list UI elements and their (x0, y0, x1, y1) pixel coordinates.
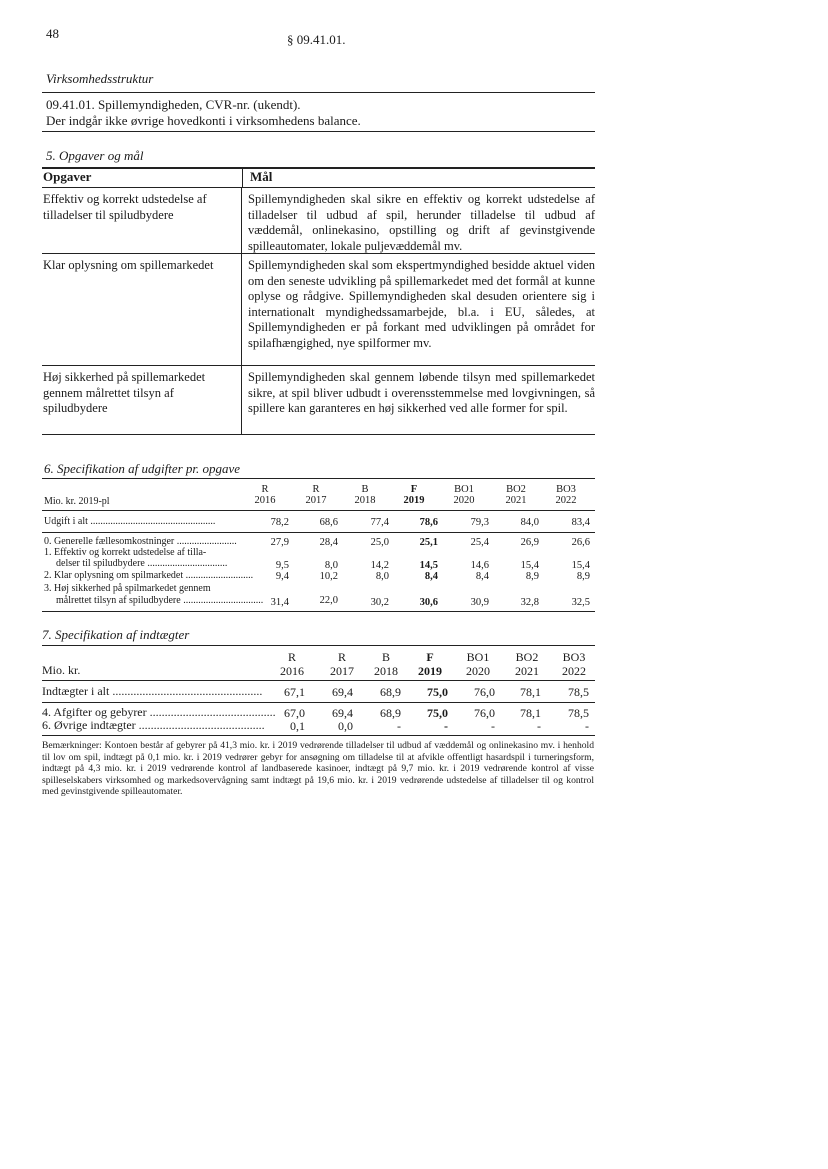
total-value: 76,0 (474, 685, 495, 699)
cell-value: - (444, 719, 448, 733)
row-label: 6. Øvrige indtægter .......................................... (42, 718, 265, 732)
table-row (42, 366, 595, 435)
col-header: R 2017 (330, 650, 354, 678)
cell-value: 8,9 (525, 571, 539, 582)
udgifter-heading: 6. Specifikation af udgifter pr. opgave (44, 461, 241, 476)
opgaver-table-header (42, 169, 595, 188)
cell-value: - (585, 719, 589, 733)
rule (42, 645, 595, 646)
row-label: 4. Afgifter og gebyrer .......................................... (42, 705, 276, 719)
cell-value: 9,5 (275, 560, 289, 571)
cell-value: 31,4 (270, 597, 289, 608)
total-row-label: Indtægter i alt .................................................. (42, 684, 263, 698)
section-reference: § 09.41.01. (287, 32, 346, 47)
cell-value: 8,9 (576, 571, 590, 582)
col-header: R 2016 (280, 650, 304, 678)
opgaver-table (42, 169, 595, 435)
rule (42, 735, 595, 736)
cell-value: - (397, 719, 401, 733)
cell-value: 25,0 (370, 537, 389, 548)
cell-value: - (537, 719, 541, 733)
col-header: BO3 2022 (562, 650, 586, 678)
virksomhed-line-1: 09.41.01. Spillemyndigheden, CVR-nr. (ukendt). (46, 97, 301, 112)
virksomhedsstruktur-heading: Virksomhedsstruktur (46, 71, 154, 86)
total-value: 78,1 (520, 685, 541, 699)
opgave-cell: Høj sikkerhed på spillemarkedet gennem målrettet tilsyn af spiludbydere (43, 370, 206, 415)
cell-value: 14,6 (470, 560, 489, 571)
total-value: 79,3 (470, 517, 489, 528)
cell-value: 26,9 (520, 537, 539, 548)
col-header: R 2016 (254, 484, 276, 506)
virksomhed-line-2: Der indgår ikke øvrige hovedkonti i virksomhedens balance. (46, 113, 361, 128)
rule (42, 532, 595, 533)
opgave-cell: Effektiv og korrekt udstedelse af tilladelser til spiludbydere (43, 192, 207, 222)
col-header: F 2019 (418, 650, 442, 678)
maal-cell: Spillemyndigheden skal gennem løbende tilsyn med spillemarkedet sikre, at spil bliver udbudt i overensstemmelse med lovgivningen, så spillere kan garanteres en høj sikkerhed ved alle former for spil. (241, 366, 595, 434)
col-header: BO3 2022 (555, 484, 577, 506)
total-row-label: Udgift i alt .................................................. (44, 516, 216, 527)
cell-value: 15,4 (520, 560, 539, 571)
row-label-cont: delser til spiludbydere ................................ (56, 558, 228, 569)
maal-cell: Spillemyndigheden skal sikre en effektiv og korrekt udstedelse af tilladelser til udbud af spil, herunder tilladelse til udbud af væddemål, onlinekasino, opstilling og drift af gevinstgivende spilleautomater, lokale puljevæddemål mv. (241, 188, 595, 253)
cell-value: 76,0 (474, 706, 495, 720)
total-value: 78,5 (568, 685, 589, 699)
cell-value: 30,2 (370, 597, 389, 608)
rule (42, 510, 595, 511)
bemaerkninger-note: Bemærkninger: Kontoen består af gebyrer på 41,3 mio. kr. i 2019 vedrørende tilladelser til udbud af væddemål og onlinekasino mv. i henhold til lov om spil, indtægt på 0,1 mio. kr. i 2019 vedrører gebyr for ansøgning om tilladelse til at afvikle offentligt hasardspil i turneringsform, indtægt på 4,3 mio. kr. i 2019 vedrørende kontrol af landbaserede kasinoer, indtægt på 9,7 mio. kr. i 2019 vedrørende kontrol af visse spilleselskabers virksomhed og markedsovervågning samt indtægt på 19,6 mio. kr. i 2019 vedrørende udstedelse af tilladelser til og kontrol med gevinstgivende spilleautomater. (42, 740, 594, 797)
row-label: 1. Effektiv og korrekt udstedelse af tilla- (44, 547, 207, 558)
opgave-cell: Klar oplysning om spillemarkedet (43, 258, 214, 272)
opgaver-heading: 5. Opgaver og mål (46, 148, 144, 163)
cell-value: 8,0 (324, 560, 338, 571)
cell-value: 68,9 (380, 706, 401, 720)
cell-value: 9,4 (275, 571, 289, 582)
col-header: R 2017 (305, 484, 327, 506)
cell-value: 27,9 (270, 537, 289, 548)
rule (42, 680, 595, 681)
total-value: 68,9 (380, 685, 401, 699)
col-header: B 2018 (374, 650, 398, 678)
total-value: 78,6 (419, 517, 438, 528)
indtaegter-heading: 7. Specifikation af indtægter (42, 627, 190, 642)
table-row (42, 254, 595, 366)
cell-value: 75,0 (427, 706, 448, 720)
rule (42, 702, 595, 703)
cell-value: 30,9 (470, 597, 489, 608)
row-label: 3. Høj sikkerhed på spilmarkedet gennem (44, 583, 211, 594)
cell-value: 32,5 (571, 597, 590, 608)
row-label-cont: målrettet tilsyn af spiludbydere ................................ (56, 595, 264, 606)
cell-value: 26,6 (571, 537, 590, 548)
cell-value: 8,0 (375, 571, 389, 582)
row-label: 0. Generelle fællesomkostninger ........................ (44, 536, 237, 547)
cell-value: - (491, 719, 495, 733)
col-header: B 2018 (354, 484, 376, 506)
cell-value: 67,0 (284, 706, 305, 720)
col-header-opgaver: Opgaver (43, 169, 92, 184)
cell-value: 14,2 (370, 560, 389, 571)
cell-value: 28,4 (319, 537, 338, 548)
cell-value: 10,2 (319, 571, 338, 582)
total-value: 84,0 (520, 517, 539, 528)
total-value: 83,4 (571, 517, 590, 528)
col-header: BO2 2021 (505, 484, 527, 506)
cell-value: 22,0 (319, 595, 338, 606)
cell-value: 0,0 (338, 719, 353, 733)
total-value: 78,2 (270, 517, 289, 528)
indtaegter-unit-label: Mio. kr. (42, 663, 81, 677)
udgifter-unit-label: Mio. kr. 2019-pl (44, 496, 110, 507)
maal-cell: Spillemyndigheden skal som ekspertmyndighed besidde aktuel viden om den seneste udvikling på spillemarkedet med det formål at kunne oplyse og rådgive. Spillemyndigheden skal desuden orientere sig i internationalt myndighedssamarbejde, bl.a. i EU, således, at Spillemyndigheden er på forkant med udviklingen på området for spilafhængighed, nye spilformer mv. (241, 254, 595, 365)
rule (42, 611, 595, 612)
cell-value: 8,4 (424, 571, 438, 582)
row-label: 2. Klar oplysning om spilmarkedet ........................... (44, 570, 254, 581)
total-value: 68,6 (319, 517, 338, 528)
page-number: 48 (46, 26, 59, 41)
cell-value: 14,5 (419, 560, 438, 571)
total-value: 67,1 (284, 685, 305, 699)
col-header: F 2019 (403, 484, 425, 506)
total-value: 77,4 (370, 517, 389, 528)
col-header: BO2 2021 (515, 650, 539, 678)
col-header: BO1 2020 (466, 650, 490, 678)
rule (42, 131, 595, 132)
cell-value: 15,4 (571, 560, 590, 571)
cell-value: 25,1 (419, 537, 438, 548)
cell-value: 78,1 (520, 706, 541, 720)
rule (42, 478, 595, 479)
cell-value: 0,1 (290, 719, 305, 733)
total-value: 69,4 (332, 685, 353, 699)
cell-value: 8,4 (475, 571, 489, 582)
total-value: 75,0 (427, 685, 448, 699)
table-row (42, 188, 595, 254)
col-header-maal: Mål (242, 169, 595, 187)
rule (42, 92, 595, 93)
cell-value: 25,4 (470, 537, 489, 548)
cell-value: 30,6 (419, 597, 438, 608)
cell-value: 32,8 (520, 597, 539, 608)
cell-value: 78,5 (568, 706, 589, 720)
cell-value: 69,4 (332, 706, 353, 720)
col-header: BO1 2020 (453, 484, 475, 506)
